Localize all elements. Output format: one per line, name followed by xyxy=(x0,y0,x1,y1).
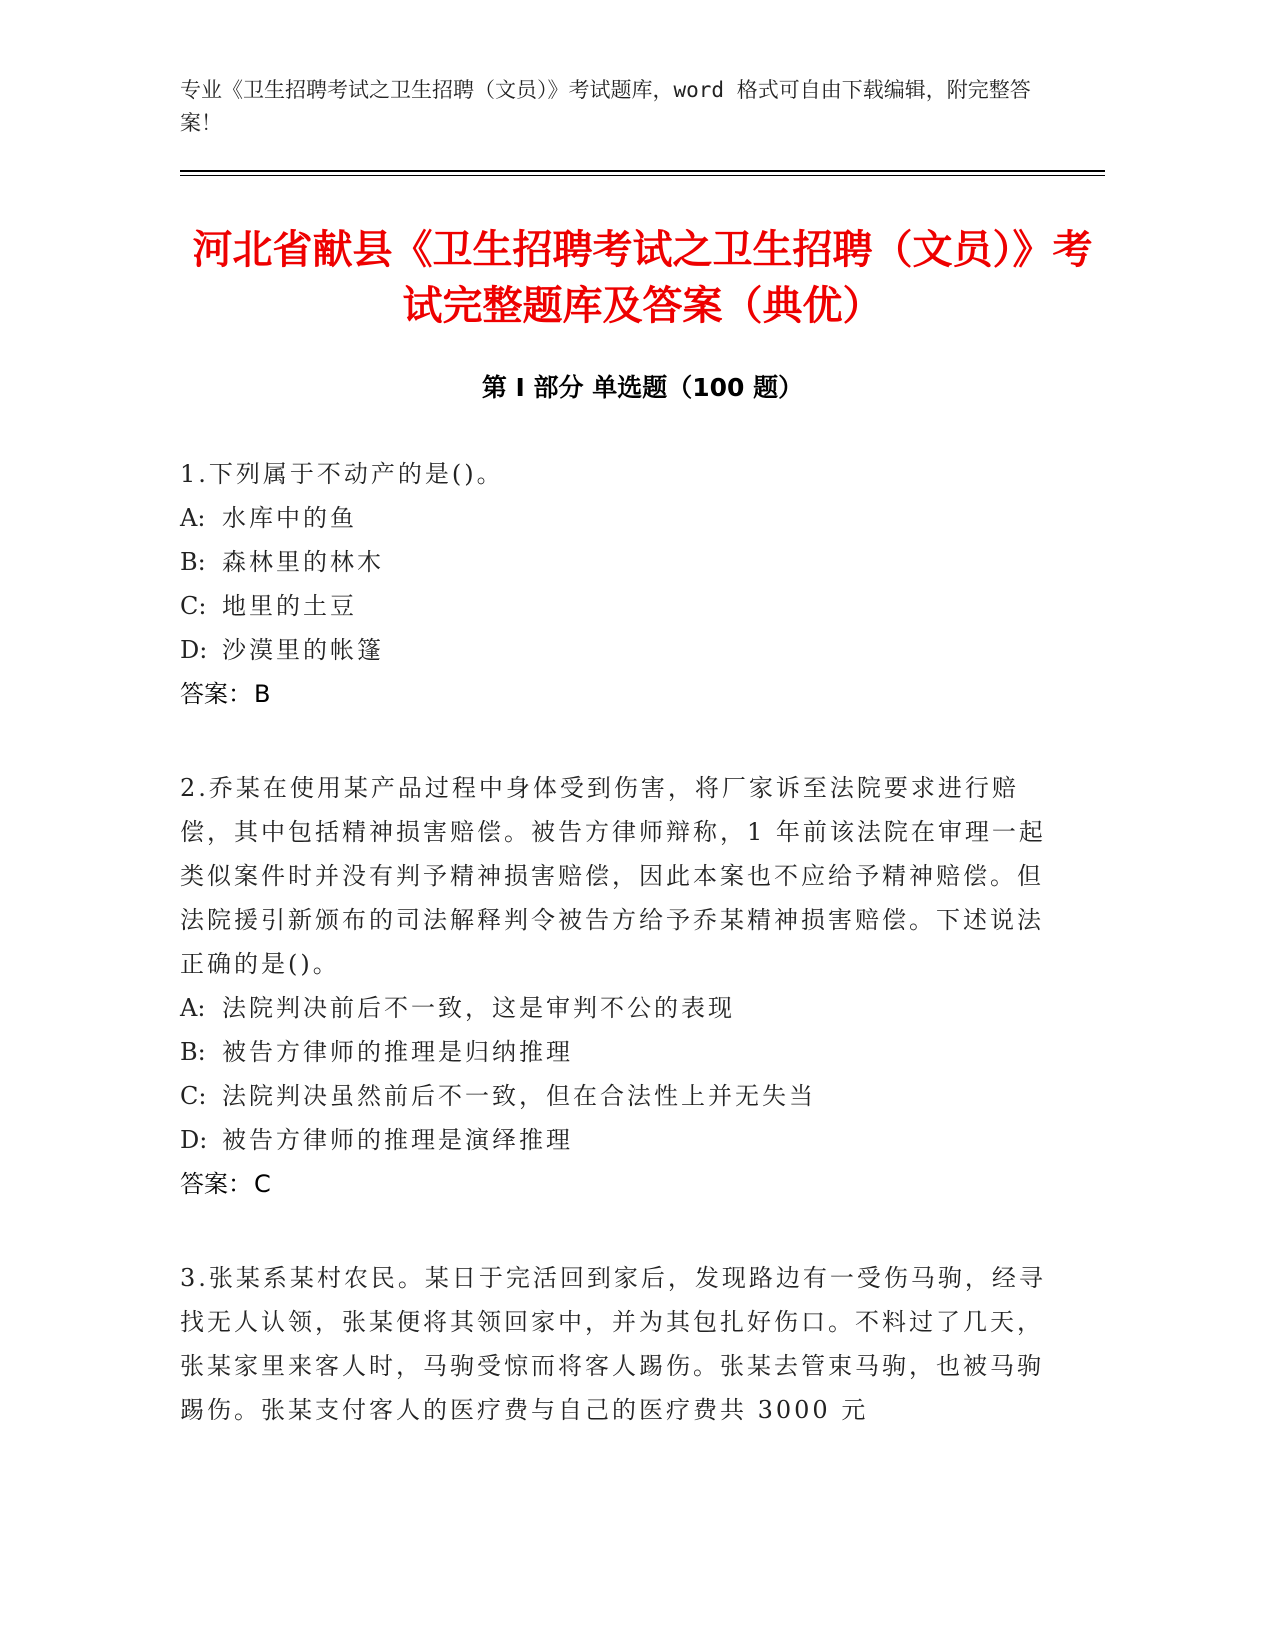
answer-label: 答案： xyxy=(180,680,252,708)
answer-value: C xyxy=(254,1170,271,1198)
option-text: 法院判决虽然前后不一致，但在合法性上并无失当 xyxy=(222,1082,816,1110)
option-c xyxy=(180,584,1050,628)
option-text: 被告方律师的推理是归纳推理 xyxy=(222,1038,573,1066)
option-list xyxy=(180,496,1050,672)
header-divider-thin xyxy=(180,175,1105,176)
question-stem: 2.乔某在使用某产品过程中身体受到伤害，将厂家诉至法院要求进行赔偿，其中包括精神损害赔偿。被告方律师辩称，1 年前该法院在审理一起类似案件时并没有判予精神损害赔偿，因此本案也不应给予精神赔偿。但法院援引新颁布的司法解释判令被告方给予乔某精神损害赔偿。下述说法正确的是()。 xyxy=(180,774,1046,978)
document-title: 河北省献县《卫生招聘考试之卫生招聘（文员）》考试完整题库及答案（典优） xyxy=(192,227,1093,329)
option-letter: D: xyxy=(180,636,208,664)
option-text: 地里的土豆 xyxy=(222,592,357,620)
question-stem: 1.下列属于不动产的是()。 xyxy=(180,460,504,488)
option-d xyxy=(180,1118,1050,1162)
question-1 xyxy=(180,452,1050,716)
option-letter: C: xyxy=(180,1082,207,1110)
option-text: 沙漠里的帐篷 xyxy=(222,636,384,664)
header-note: 专业《卫生招聘考试之卫生招聘（文员）》考试题库，word 格式可自由下载编辑，附完整答案！ xyxy=(180,78,1031,135)
question-list xyxy=(180,452,1050,1482)
option-c xyxy=(180,1074,1050,1118)
option-text: 森林里的林木 xyxy=(222,548,384,576)
answer-value: B xyxy=(254,680,271,708)
option-letter: A: xyxy=(180,994,206,1022)
question-stem: 3.张某系某村农民。某日于完活回到家后，发现路边有一受伤马驹，经寻找无人认领，张某便将其领回家中，并为其包扎好伤口。不料过了几天，张某家里来客人时，马驹受惊而将客人踢伤。张某去管束马驹，也被马驹踢伤。张某支付客人的医疗费与自己的医疗费共 3000 元 xyxy=(180,1264,1046,1424)
option-letter: C: xyxy=(180,592,207,620)
option-a xyxy=(180,496,1050,540)
question-2 xyxy=(180,766,1050,1206)
option-b xyxy=(180,540,1050,584)
option-letter: B: xyxy=(180,1038,206,1066)
option-letter: A: xyxy=(180,504,206,532)
option-text: 被告方律师的推理是演绎推理 xyxy=(222,1126,573,1154)
option-b xyxy=(180,1030,1050,1074)
answer-line xyxy=(180,1162,1050,1206)
section-heading: 第 I 部分 单选题（100 题） xyxy=(481,373,804,402)
option-a xyxy=(180,986,1050,1030)
option-list xyxy=(180,986,1050,1162)
option-letter: D: xyxy=(180,1126,208,1154)
answer-line xyxy=(180,672,1050,716)
option-text: 水库中的鱼 xyxy=(222,504,357,532)
option-letter: B: xyxy=(180,548,206,576)
header-divider-thick xyxy=(180,170,1105,172)
answer-label: 答案： xyxy=(180,1170,252,1198)
question-3 xyxy=(180,1256,1050,1432)
option-text: 法院判决前后不一致，这是审判不公的表现 xyxy=(222,994,735,1022)
option-d xyxy=(180,628,1050,672)
